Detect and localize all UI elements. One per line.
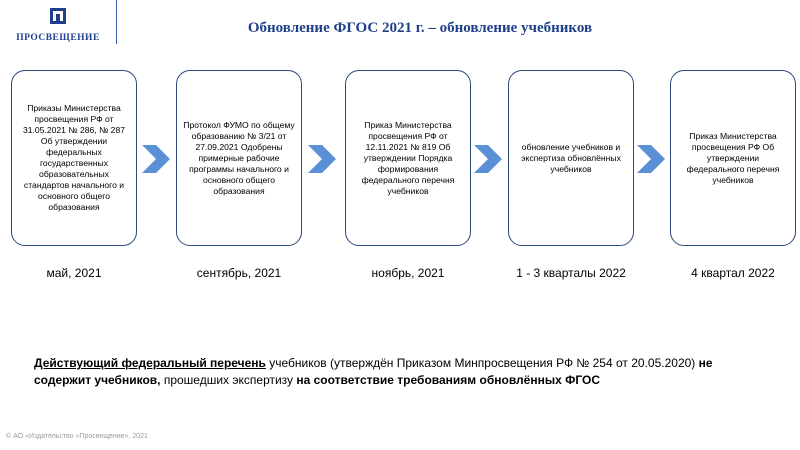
note-part-1: Действующий федеральный перечень (34, 356, 266, 370)
step-box-1: Приказы Министерства просвещения РФ от 31.05.2021 № 286, № 287 Об утверждении федеральных государственных образовательных стандартов начального и основного общего образования (11, 70, 137, 246)
chevron-right-icon (474, 145, 502, 173)
header-divider (116, 0, 117, 44)
note-part-2: учебников (утверждён Приказом Минпросвещения РФ № 254 от 20.05.2020) (265, 356, 699, 370)
chevron-right-icon (142, 145, 170, 173)
logo-icon (50, 8, 66, 24)
step-box-4: обновление учебников и экспертиза обновлённых учебников (508, 70, 634, 246)
note-part-3: не содержит учебников, (34, 356, 713, 387)
step-date-5: 4 квартал 2022 (691, 266, 775, 280)
note-part-5: на соответствие требованиям обновлённых ФГОС (296, 373, 600, 387)
step-date-2: сентябрь, 2021 (196, 266, 282, 280)
chevron-right-icon (308, 145, 336, 173)
logo-text: ПРОСВЕЩЕНИЕ (16, 33, 100, 43)
step-date-4: 1 - 3 кварталы 2022 (516, 266, 626, 280)
step-box-2: Протокол ФУМО по общему образованию № 3/21 от 27.09.2021 Одобрены примерные рабочие программы начального и основного общего образования (176, 70, 302, 246)
page-title: Обновление ФГОС 2021 г. – обновление учебников (247, 20, 593, 36)
step-date-3: ноябрь, 2021 (371, 266, 445, 280)
step-date-1: май, 2021 (46, 266, 102, 280)
copyright-footer: © АО «Издательство «Просвещение», 2021 (6, 433, 148, 440)
logo (8, 6, 108, 46)
note-part-4: прошедших экспертизу (160, 373, 297, 387)
step-box-3: Приказ Министерства просвещения РФ от 12.11.2021 № 819 Об утверждении Порядка формирования федерального перечня учебников (345, 70, 471, 246)
note-text (34, 355, 734, 389)
step-box-5: Приказ Министерства просвещения РФ Об утверждении федерального перечня учебников (670, 70, 796, 246)
chevron-right-icon (637, 145, 665, 173)
